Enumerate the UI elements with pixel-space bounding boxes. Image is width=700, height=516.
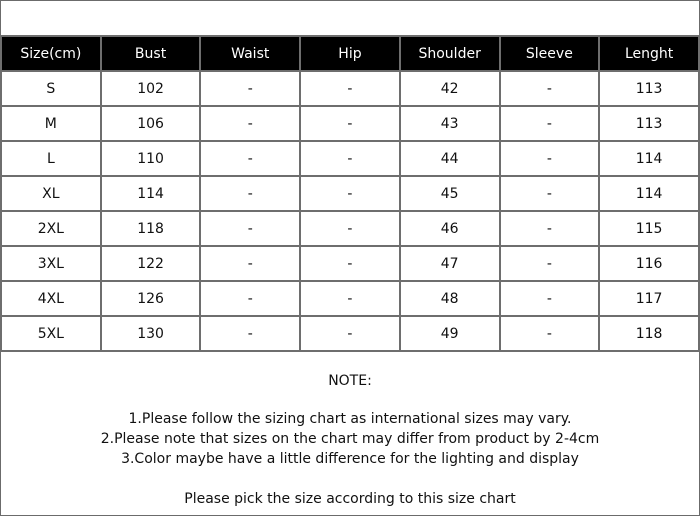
cell-shoulder: 49 <box>400 316 500 351</box>
cell-sleeve: - <box>500 176 600 211</box>
cell-shoulder: 48 <box>400 281 500 316</box>
table-row <box>1 316 699 351</box>
table-row <box>1 246 699 281</box>
cell-hip: - <box>300 281 400 316</box>
cell-length: 117 <box>599 281 699 316</box>
cell-hip: - <box>300 141 400 176</box>
note-item-3: 3.Color maybe have a little difference for the lighting and display <box>121 451 579 467</box>
cell-sleeve: - <box>500 246 600 281</box>
notes-title: NOTE: <box>328 373 372 389</box>
header-sleeve: Sleeve <box>500 36 600 71</box>
cell-hip: - <box>300 211 400 246</box>
cell-waist: - <box>200 176 300 211</box>
cell-waist: - <box>200 316 300 351</box>
cell-bust: 122 <box>101 246 201 281</box>
cell-size: 2XL <box>1 211 101 246</box>
cell-length: 116 <box>599 246 699 281</box>
cell-waist: - <box>200 211 300 246</box>
cell-bust: 106 <box>101 106 201 141</box>
header-row <box>1 36 699 71</box>
note-item-1: 1.Please follow the sizing chart as international sizes may vary. <box>128 411 572 427</box>
cell-length: 113 <box>599 106 699 141</box>
table-row <box>1 141 699 176</box>
notes-section <box>0 369 700 509</box>
cell-length: 114 <box>599 141 699 176</box>
cell-shoulder: 45 <box>400 176 500 211</box>
cell-bust: 110 <box>101 141 201 176</box>
table-row <box>1 176 699 211</box>
cell-sleeve: - <box>500 316 600 351</box>
header-hip: Hip <box>300 36 400 71</box>
header-waist: Waist <box>200 36 300 71</box>
cell-waist: - <box>200 106 300 141</box>
cell-bust: 114 <box>101 176 201 211</box>
cell-size: 5XL <box>1 316 101 351</box>
cell-hip: - <box>300 71 400 106</box>
header-length: Lenght <box>599 36 699 71</box>
cell-length: 115 <box>599 211 699 246</box>
cell-hip: - <box>300 176 400 211</box>
table-row <box>1 71 699 106</box>
header-bust: Bust <box>101 36 201 71</box>
cell-sleeve: - <box>500 141 600 176</box>
cell-hip: - <box>300 246 400 281</box>
cell-bust: 126 <box>101 281 201 316</box>
cell-size: M <box>1 106 101 141</box>
cell-sleeve: - <box>500 281 600 316</box>
cell-hip: - <box>300 106 400 141</box>
cell-shoulder: 46 <box>400 211 500 246</box>
cell-length: 118 <box>599 316 699 351</box>
note-item-2: 2.Please note that sizes on the chart may differ from product by 2-4cm <box>100 431 600 447</box>
cell-shoulder: 47 <box>400 246 500 281</box>
cell-size: 4XL <box>1 281 101 316</box>
cell-bust: 130 <box>101 316 201 351</box>
table-row <box>1 106 699 141</box>
table-row <box>1 281 699 316</box>
cell-shoulder: 42 <box>400 71 500 106</box>
cell-size: XL <box>1 176 101 211</box>
cell-sleeve: - <box>500 211 600 246</box>
cell-bust: 118 <box>101 211 201 246</box>
table-row <box>1 211 699 246</box>
cell-length: 114 <box>599 176 699 211</box>
size-chart-table <box>0 35 700 352</box>
cell-length: 113 <box>599 71 699 106</box>
cell-waist: - <box>200 281 300 316</box>
cell-shoulder: 44 <box>400 141 500 176</box>
header-shoulder: Shoulder <box>400 36 500 71</box>
cell-size: S <box>1 71 101 106</box>
cell-hip: - <box>300 316 400 351</box>
cell-size: L <box>1 141 101 176</box>
notes-footer: Please pick the size according to this size chart <box>184 491 516 507</box>
cell-sleeve: - <box>500 71 600 106</box>
cell-waist: - <box>200 141 300 176</box>
cell-shoulder: 43 <box>400 106 500 141</box>
header-size: Size(cm) <box>1 36 101 71</box>
cell-bust: 102 <box>101 71 201 106</box>
cell-waist: - <box>200 71 300 106</box>
cell-waist: - <box>200 246 300 281</box>
cell-sleeve: - <box>500 106 600 141</box>
cell-size: 3XL <box>1 246 101 281</box>
